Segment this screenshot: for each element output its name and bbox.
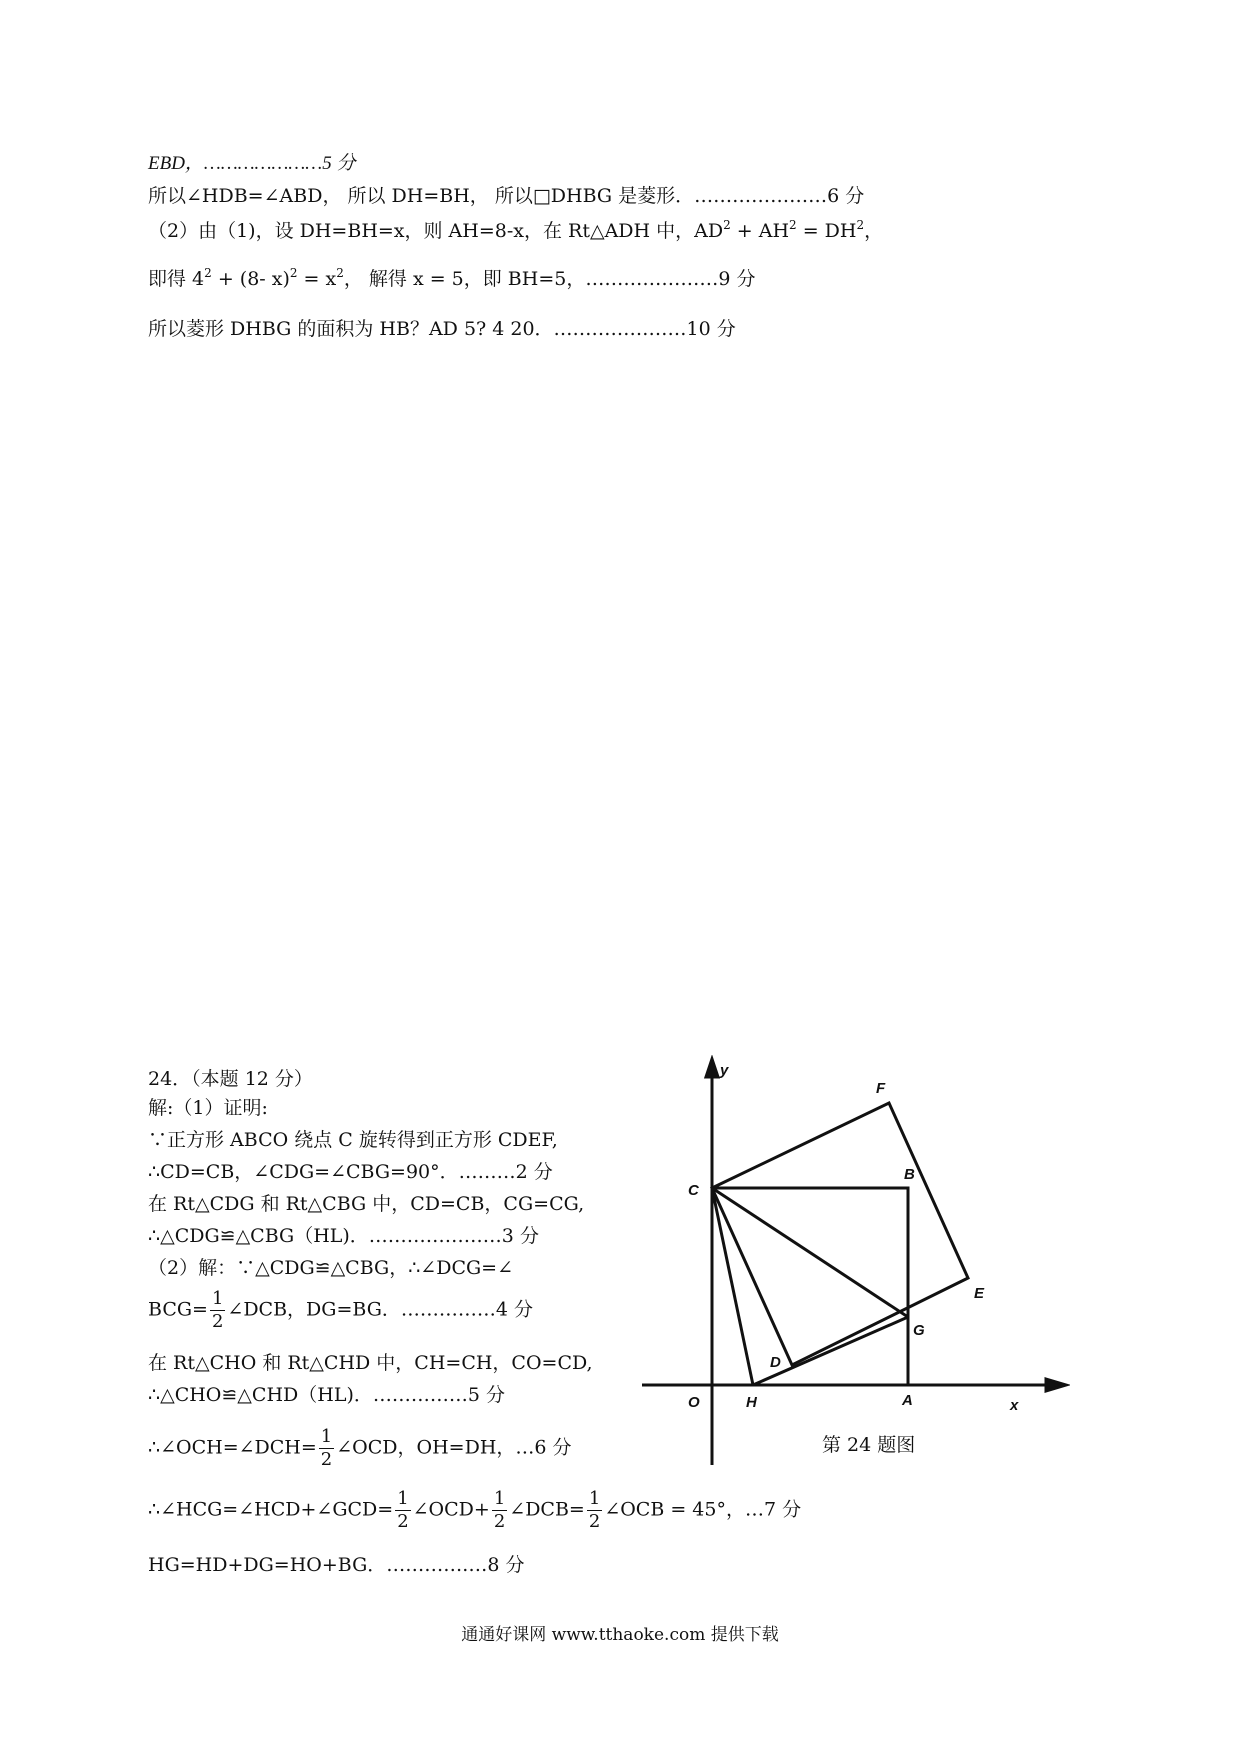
s24-line-4: 在 Rt△CDG 和 Rt△CBG 中，CD=CB，CG=CG, [148, 1193, 585, 1215]
y-axis-arrow [706, 1059, 718, 1077]
s24-line-8: 在 Rt△CHO 和 Rt△CHD 中，CH=CH，CO=CD, [148, 1352, 593, 1374]
x-axis-arrow [1046, 1379, 1066, 1391]
fraction-half: $\frac{1}{2}$ [397, 1488, 409, 1532]
problem-24-header: 24．（本题 12 分） [148, 1068, 313, 1090]
s24-line-12: HG=HD+DG=HO+BG．………….…8 分 [148, 1554, 525, 1576]
s24-line-10: ∴∠OCH=∠DCH= $\frac{1}{2}$ ∠OCD，OH=DH，…6 分 [148, 1426, 572, 1470]
s24-line-5: ∴△CDG≌△CBG（HL)．…………………3 分 [148, 1225, 539, 1247]
s24-line-2: ∵正方形 ABCO 绕点 C 旋转得到正方形 CDEF, [148, 1129, 558, 1151]
label-a: A [902, 1392, 913, 1409]
label-y: y [720, 1062, 729, 1079]
geometry-figure [630, 1055, 1070, 1475]
s24-line-11: ∴∠HCG=∠HCD+∠GCD= $\frac{1}{2}$ ∠OCD+ $\frac{1}{2}$ ∠DCB= $\frac{1}{2}$ ∠OCB = 45°，…7 分 [148, 1488, 802, 1532]
text-line-2: 所以∠HDB=∠ABD， 所以 DH=BH， 所以□DHBG 是菱形．…………………6 分 [148, 185, 865, 207]
label-b: B [904, 1166, 915, 1183]
label-x: x [1010, 1397, 1019, 1414]
text-line-4: 即得 $4^2 + (8-$ $x)^2 = x^2$， 解得 x = 5，即 BH=5，…………………9 分 [148, 266, 756, 290]
label-d: D [770, 1354, 781, 1371]
text-line-1: EBD，…………………5 分 [148, 153, 356, 174]
s24-line-6: （2）解：∵△CDG≌△CBG，∴∠DCG=∠ [148, 1257, 514, 1279]
page-footer: 通通好课网 www.tthaoke.com 提供下载 [461, 1625, 779, 1645]
fraction-half: $\frac{1}{2}$ [211, 1288, 224, 1332]
label-e: E [974, 1285, 985, 1302]
figure-caption: 第 24 题图 [822, 1434, 916, 1456]
label-g: G [913, 1322, 925, 1339]
s24-line-9: ∴△CHO≌△CHD（HL)．……………5 分 [148, 1384, 505, 1406]
text-line-3: （2）由（1)，设 DH=BH=x，则 AH=8-x，在 Rt△ADH 中，$AD^2 + AH^2 = DH^2$， [148, 218, 884, 242]
label-o: O [688, 1394, 700, 1411]
s24-line-3: ∴CD=CB，∠CDG=∠CBG=90°．………2 分 [148, 1161, 553, 1183]
fraction-half: $\frac{1}{2}$ [320, 1426, 333, 1470]
square-cdef [712, 1103, 968, 1365]
label-f: F [876, 1080, 886, 1097]
fraction-half: $\frac{1}{2}$ [588, 1488, 601, 1532]
text-line-5: 所以菱形 DHBG 的面积为 HB？AD 5? 4 20．…………………10 分 [148, 318, 736, 340]
label-c: C [688, 1182, 699, 1199]
s24-line-7: BCG= $\frac{1}{2}$ ∠DCB，DG=BG．……………4 分 [148, 1288, 534, 1332]
fraction-half: $\frac{1}{2}$ [493, 1488, 506, 1532]
s24-line-1: 解:（1）证明: [148, 1097, 268, 1119]
segment-ch [712, 1188, 753, 1385]
label-h: H [746, 1394, 757, 1411]
